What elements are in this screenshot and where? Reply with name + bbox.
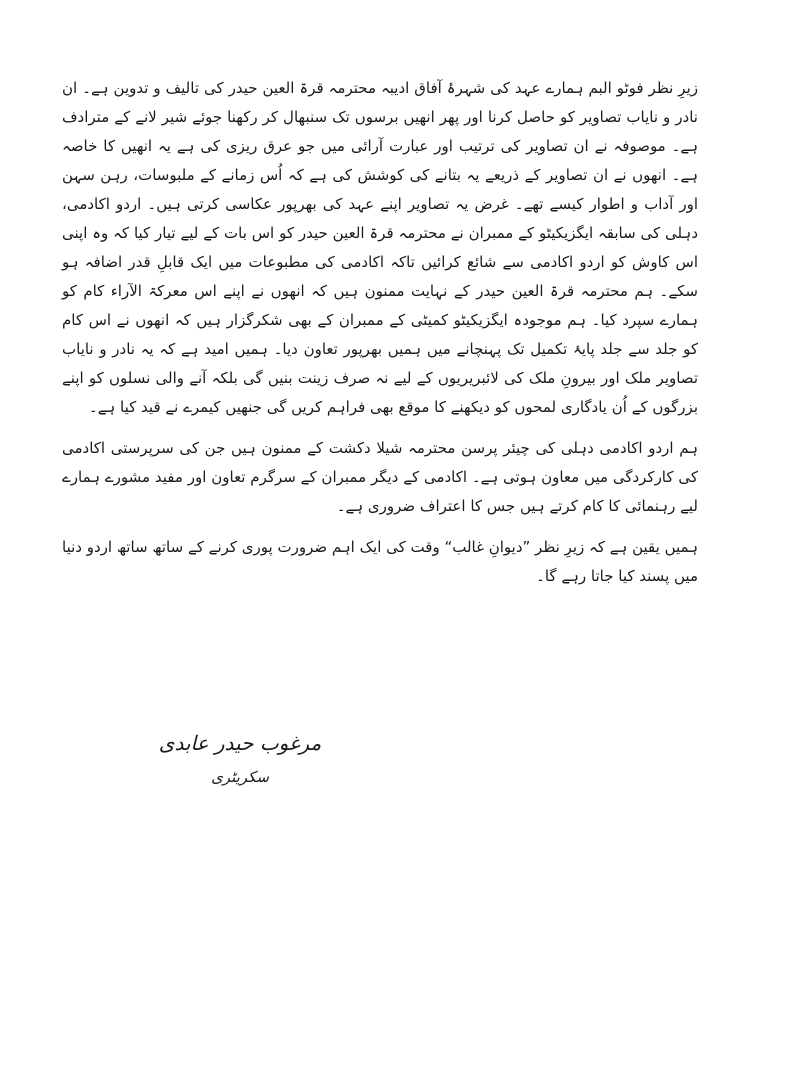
signatory-name: مرغوب حیدر عابدی [158, 731, 322, 755]
paragraph-introduction: زیرِ نظر فوٹو البم ہمارے عہد کی شہرۂ آفاق ادیبہ محترمہ قرۃ العین حیدر کی تالیف و تدوین ہے۔ ان نادر و نایاب تصاویر کو حاصل کرنا اور پھر انھیں برسوں تک سنبھال کر رکھنا جوئے شیر لانے کے مترادف ہے۔ موصوفہ نے ان تصاویر کی ترتیب اور عبارت آرائی میں جو عرق ریزی کی ہے یہ انھیں کا خاصہ ہے۔ انھوں نے ان تصاویر کے ذریعے یہ بتانے کی کوشش کی ہے کہ اُس زمانے کے ملبوسات، رہن سہن اور آداب و اطوار کیسے تھے۔ غرض یہ تصاویر اپنے عہد کی بھرپور عکاسی کرتی ہیں۔ اردو اکادمی، دہلی کی سابقہ ایگزیکیٹو کے ممبران نے محترمہ قرۃ العین حیدر کو اس بات کے لیے تیار کیا کہ وہ اپنی اس کاوش کو اردو اکادمی سے شائع کرائیں تاکہ اکادمی کی مطبوعات میں ایک قابلِ قدر اضافہ ہو سکے۔ ہم محترمہ قرۃ العین حیدر کے نہایت ممنون ہیں کہ انھوں نے اپنے اس معرکۃ الآراء کام کو ہمارے سپرد کیا۔ ہم موجودہ ایگزیکیٹو کمیٹی کے ممبران کے بھی شکرگزار ہیں کہ انھوں نے اس کام کو جلد سے جلد پایۂ تکمیل تک پہنچانے میں ہمیں بھرپور تعاون دیا۔ ہمیں امید ہے کہ یہ نادر و نایاب تصاویر ملک اور بیرونِ ملک کی لائبریریوں کے لیے نہ صرف زینت بنیں گی بلکہ آنے والی نسلوں کو اپنے بزرگوں کے اُن یادگاری لمحوں کو دیکھنے کا موقع بھی فراہم کریں گی جنھیں کیمرے نے قید کیا ہے۔ [62, 79, 698, 416]
paragraph-closing: ہمیں یقین ہے کہ زیرِ نظر ”دیوانِ غالب“ وقت کی ایک اہم ضرورت پوری کرنے کے ساتھ ساتھ اردو دنیا میں پسند کیا جاتا رہے گا۔ [62, 538, 698, 585]
signatory-title: سکریٹری [211, 768, 269, 786]
letter-body [62, 74, 698, 591]
paragraph-acknowledgement: ہم اردو اکادمی دہلی کی چیئر پرسن محترمہ شیلا دکشت کے ممنون ہیں جن کی سرپرستی اکادمی کی کارکردگی میں معاون ہوتی ہے۔ اکادمی کے دیگر ممبران کے سرگرم تعاون اور مفید مشورے ہمارے لیے رہنمائی کا کام کرتے ہیں جس کا اعتراف ضروری ہے۔ [62, 439, 698, 515]
signature-block [150, 728, 330, 788]
